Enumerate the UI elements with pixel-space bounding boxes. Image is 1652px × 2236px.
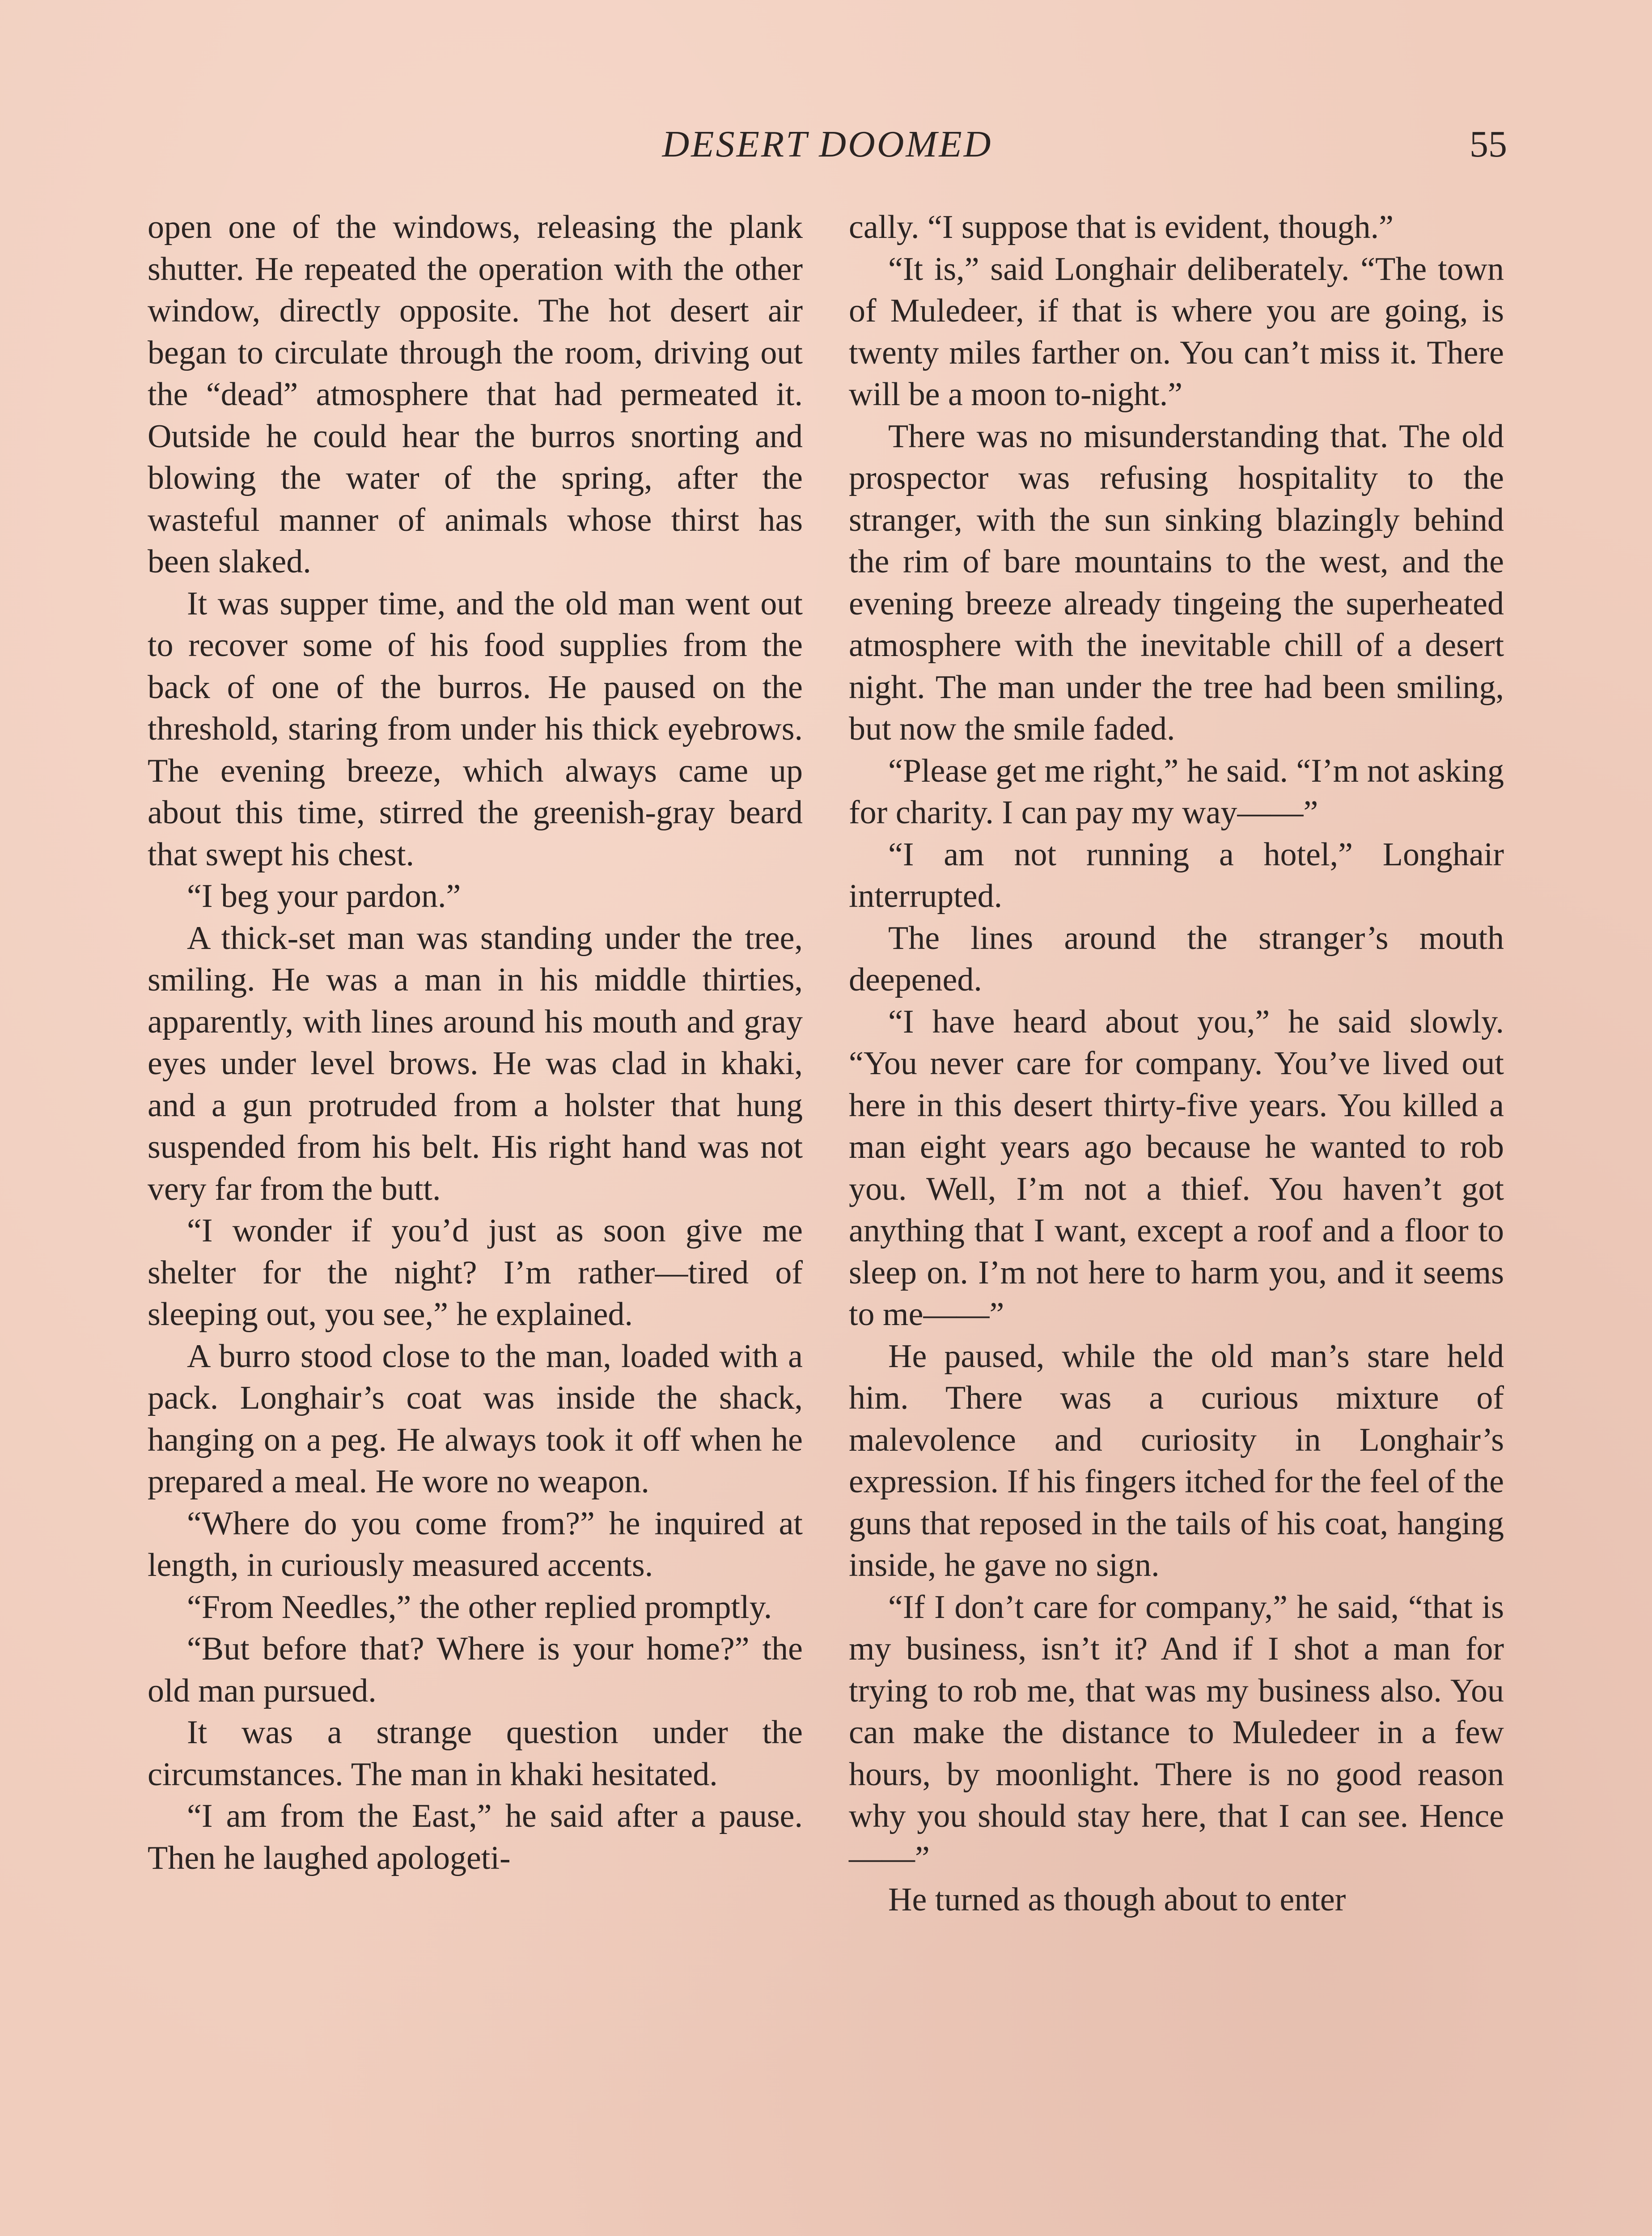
running-title: DESERT DOOMED [662, 123, 993, 165]
paragraph: It was a strange question under the circumstances. The man in khaki hesitated. [148, 1714, 803, 1793]
page-number: 55 [1470, 123, 1507, 165]
left-column [148, 207, 803, 1879]
paragraph: “Please get me right,” he said. “I’m not asking for charity. I can pay my way——” [849, 752, 1504, 831]
paragraph: He turned as though about to enter [888, 1881, 1346, 1918]
paragraph: “I have heard about you,” he said slowly. “You never care for company. You’ve lived out here in this desert thirty-five years. You killed a man eight years ago because he wanted to rob you. Well, I’m not a thief. You haven’t got anything that I want, except a roof and a floor to sleep on. I’m not here to harm you, and it seems to me——” [849, 1003, 1504, 1333]
paragraph: “I am from the East,” he said after a pause. Then he laughed apologeti- [148, 1798, 803, 1876]
paragraph: There was no misunderstanding that. The old prospector was refusing hospitality to the stranger, with the sun sinking blazingly behind the rim of bare mountains to the west, and the evening breeze already tingeing the superheated atmosphere with the inevitable chill of a desert night. The man under the tree had been smiling, but now the smile faded. [849, 418, 1504, 747]
paragraph: “Where do you come from?” he inquired at length, in curiously measured accents. [148, 1505, 803, 1584]
paragraph: He paused, while the old man’s stare held him. There was a curious mixture of malevolence and curiosity in Longhair’s expression. If his fingers itched for the feel of the guns that reposed in the tails of his coat, hanging inside, he gave no sign. [849, 1338, 1504, 1584]
paragraph: “From Needles,” the other replied promptly. [187, 1588, 772, 1626]
paragraph: “I wonder if you’d just as soon give me shelter for the night? I’m rather—tired of sleeping out, you see,” he explained. [148, 1212, 803, 1333]
paragraph: A thick-set man was standing under the tree, smiling. He was a man in his middle thirties, apparently, with lines around his mouth and gray eyes under level brows. He was clad in khaki, and a gun protruded from a holster that hung suspended from his belt. His right hand was not very far from the butt. [148, 919, 803, 1207]
paragraph: cally. “I suppose that is evident, though.” [849, 209, 1394, 246]
paragraph: The lines around the stranger’s mouth deepened. [849, 919, 1504, 998]
paragraph: “But before that? Where is your home?” the old man pursued. [148, 1630, 803, 1709]
paragraph: A burro stood close to the man, loaded with a pack. Longhair’s coat was inside the shack, hanging on a peg. He always took it off when he prepared a meal. He wore no weapon. [148, 1338, 803, 1500]
paragraph: It was supper time, and the old man went out to recover some of his food supplies from the back of one of the burros. He paused on the threshold, staring from under his thick eyebrows. The evening breeze, which always came up about this time, stirred the greenish-gray beard that swept his chest. [148, 585, 803, 873]
paragraph: “I am not running a hotel,” Longhair interrupted. [849, 836, 1504, 915]
right-column [849, 207, 1504, 1921]
paragraph: “I beg your pardon.” [187, 878, 461, 915]
paragraph: open one of the windows, releasing the plank shutter. He repeated the operation with the other window, directly opposite. The hot desert air began to circulate through the room, driving out the “dead” atmosphere that had permeated it. Outside he could hear the burros snorting and blowing the water of the spring, after the wasteful manner of animals whose thirst has been slaked. [148, 209, 803, 580]
page-header [148, 120, 1507, 169]
paragraph: “If I don’t care for company,” he said, “that is my business, isn’t it? And if I shot a man for trying to rob me, that was my business also. You can make the distance to Muledeer in a few hours, by moonlight. There is no good reason why you should stay here, that I can see. Hence——” [849, 1588, 1504, 1876]
paragraph: “It is,” said Longhair deliberately. “The town of Muledeer, if that is where you are going, is twenty miles farther on. You can’t miss it. There will be a moon to-night.” [849, 250, 1504, 413]
